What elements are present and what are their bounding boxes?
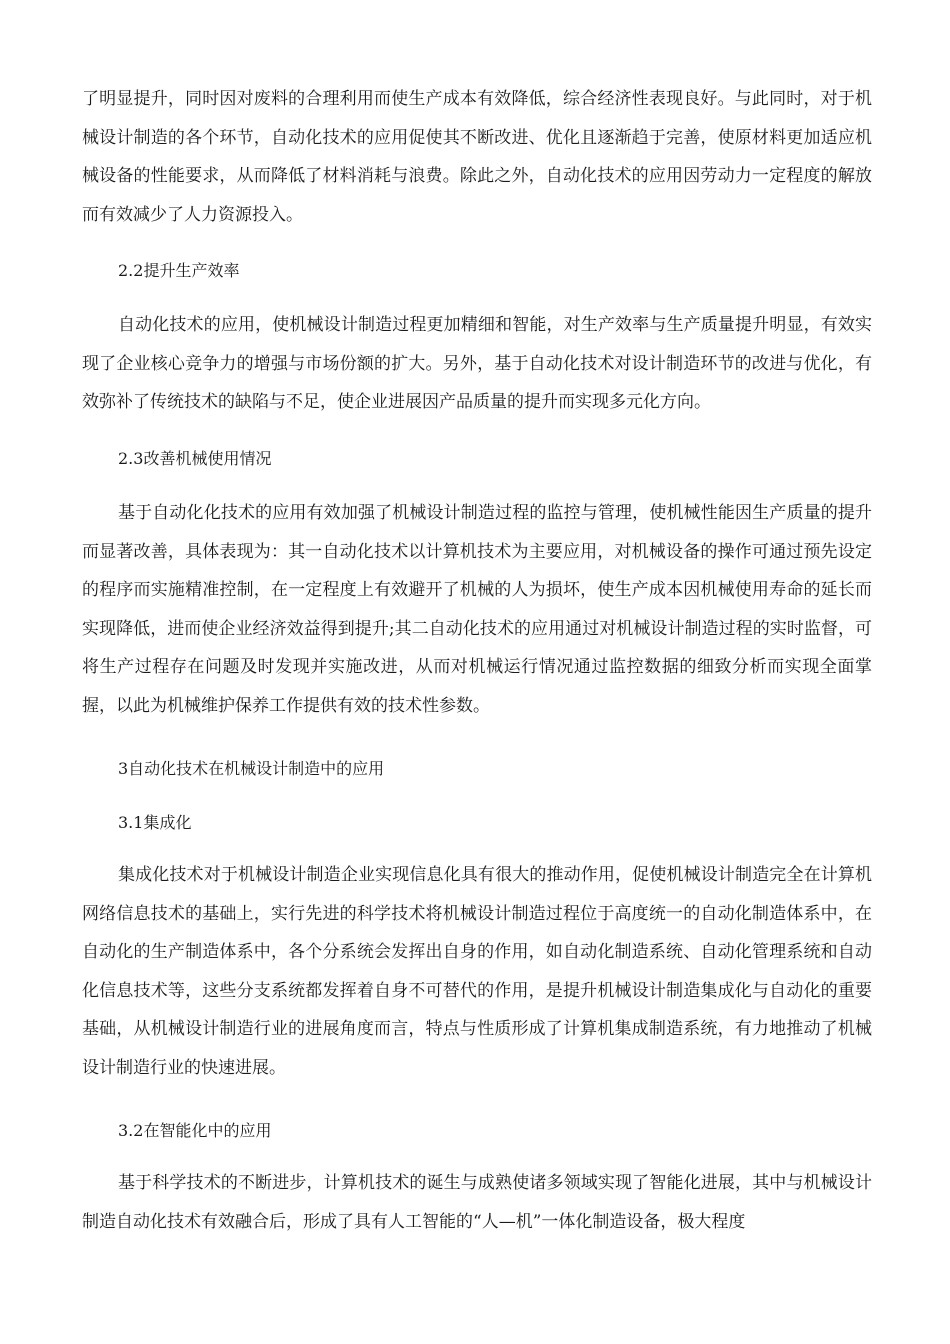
paragraph-2-2: 自动化技术的应用，使机械设计制造过程更加精细和智能，对生产效率与生产质量提升明显，有效实现了企业核心竞争力的增强与市场份额的扩大。另外，基于自动化技术对设计制造环节的改进与优化，有效弥补了传统技术的缺陷与不足，使企业进展因产品质量的提升而实现多元化方向。 <box>82 315 872 412</box>
heading-3: 3自动化技术在机械设计制造中的应用 <box>118 759 385 778</box>
heading-3-2: 3.2在智能化中的应用 <box>118 1121 272 1140</box>
paragraph-intro: 了明显提升，同时因对废料的合理利用而使生产成本有效降低，综合经济性表现良好。与此同时，对于机械设计制造的各个环节，自动化技术的应用促使其不断改进、优化且逐渐趋于完善，使原材料更加适应机械设备的性能要求，从而降低了材料消耗与浪费。除此之外，自动化技术的应用因劳动力一定程度的解放而有效减少了人力资源投入。 <box>82 89 872 225</box>
paragraph-3-1: 集成化技术对于机械设计制造企业实现信息化具有很大的推动作用，促使机械设计制造完全在计算机网络信息技术的基础上，实行先进的科学技术将机械设计制造过程位于高度统一的自动化制造体系中，在自动化的生产制造体系中，各个分系统会发挥出自身的作用，如自动化制造系统、自动化管理系统和自动化信息技术等，这些分支系统都发挥着自身不可替代的作用，是提升机械设计制造集成化与自动化的重要基础，从机械设计制造行业的进展角度而言，特点与性质形成了计算机集成制造系统，有力地推动了机械设计制造行业的快速进展。 <box>82 865 872 1078</box>
paragraph-3-2: 基于科学技术的不断进步，计算机技术的诞生与成熟使诸多领域实现了智能化进展，其中与机械设计制造自动化技术有效融合后，形成了具有人工智能的“人—机”一体化制造设备，极大程度 <box>82 1173 872 1232</box>
heading-3-1: 3.1集成化 <box>118 813 192 832</box>
heading-2-2: 2.2提升生产效率 <box>118 261 240 280</box>
heading-2-3: 2.3改善机械使用情况 <box>118 449 272 468</box>
paragraph-2-3: 基于自动化化技术的应用有效加强了机械设计制造过程的监控与管理，使机械性能因生产质量的提升而显著改善，具体表现为：其一自动化技术以计算机技术为主要应用，对机械设备的操作可通过预先设定的程序而实施精准控制，在一定程度上有效避开了机械的人为损坏，使生产成本因机械使用寿命的延长而实现降低，进而使企业经济效益得到提升;其二自动化技术的应用通过对机械设计制造过程的实时监督，可将生产过程存在问题及时发现并实施改进，从而对机械运行情况通过监控数据的细致分析而实现全面掌握，以此为机械维护保养工作提供有效的技术性参数。 <box>82 503 872 716</box>
